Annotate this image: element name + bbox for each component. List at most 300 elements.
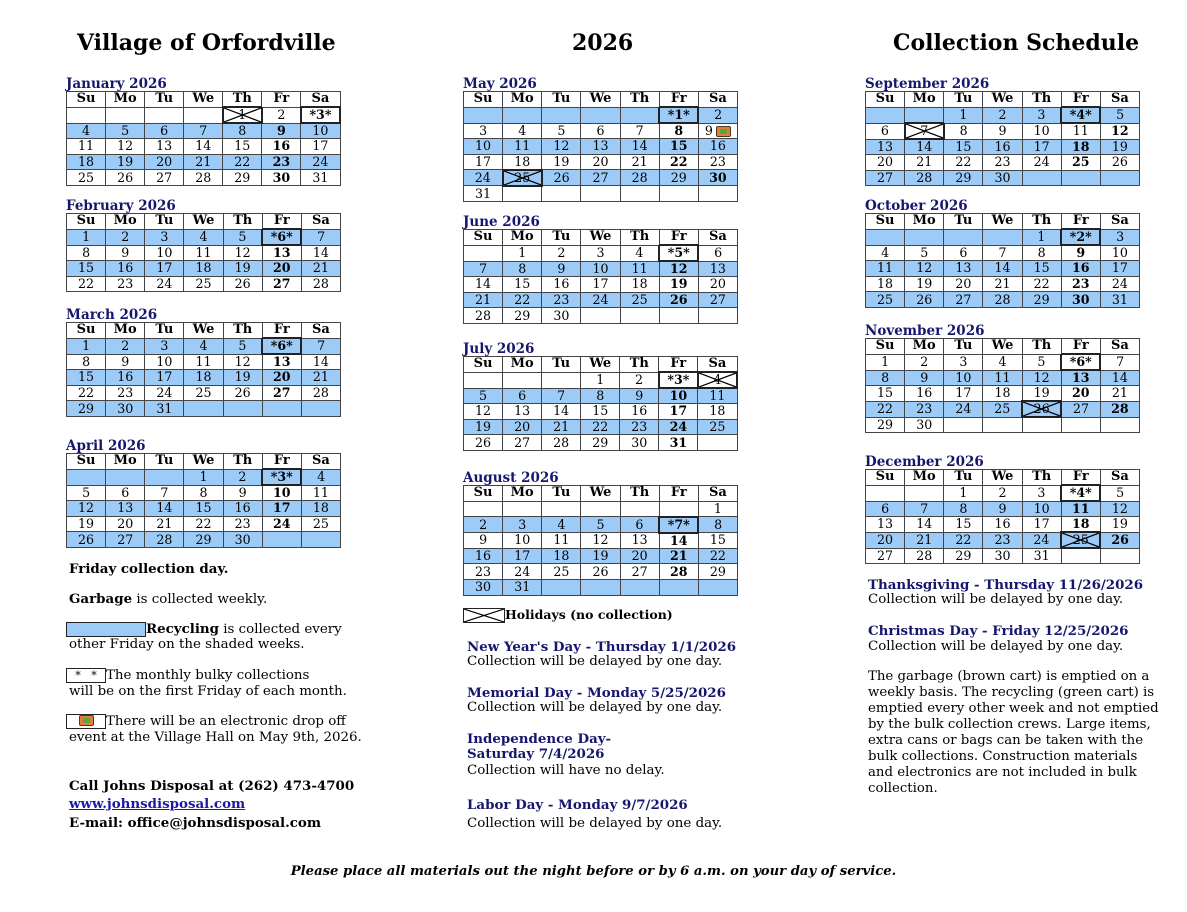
day-number: 10 [514, 532, 531, 548]
day-cell [223, 370, 262, 386]
day-cell [1061, 517, 1100, 533]
weekday-header: Sa [301, 323, 340, 339]
day-cell [659, 123, 698, 139]
holiday-legend [463, 607, 673, 623]
day-number: 27 [592, 169, 609, 185]
day-number: 25 [312, 516, 329, 532]
day-cell [944, 401, 983, 417]
month-title: August 2026 [463, 470, 559, 486]
day-cell [1022, 501, 1061, 517]
day-cell [1100, 245, 1139, 261]
week-row [464, 170, 738, 186]
day-cell [301, 245, 340, 261]
day-cell [1100, 276, 1139, 292]
day-cell [1022, 170, 1061, 186]
bulky-note [66, 668, 309, 684]
day-number: 10 [312, 123, 329, 139]
weekday-header: Mo [106, 323, 145, 339]
day-number: 22 [955, 532, 972, 548]
weekday-header: Tu [145, 214, 184, 230]
day-cell [983, 123, 1022, 139]
day-number: 8 [959, 123, 968, 139]
day-cell [503, 548, 542, 564]
day-cell [1022, 229, 1061, 245]
day-number: 12 [1111, 501, 1128, 516]
day-number: 29 [234, 169, 251, 185]
day-cell [620, 372, 659, 388]
info-line: and electronics are not included in bulk [868, 765, 1137, 780]
day-cell [866, 261, 905, 277]
day-cell [620, 501, 659, 517]
day-cell [944, 245, 983, 261]
weekday-header: Th [620, 486, 659, 502]
day-number: *7* [667, 516, 690, 532]
month-calendar [66, 199, 341, 292]
day-cell [503, 107, 542, 123]
day-cell [223, 276, 262, 292]
day-cell [503, 564, 542, 580]
day-number: 4 [317, 469, 326, 485]
day-number: 31 [475, 185, 492, 201]
day-number: 26 [234, 385, 251, 401]
day-cell [1022, 354, 1061, 370]
day-cell [184, 123, 223, 139]
day-cell [145, 245, 184, 261]
day-number: 15 [234, 138, 251, 154]
day-number: 2 [277, 107, 286, 123]
day-cell [145, 354, 184, 370]
day-number: 16 [1072, 260, 1090, 276]
weekday-header: Mo [106, 92, 145, 108]
day-number: 15 [1033, 260, 1050, 276]
day-cell [184, 107, 223, 123]
day-cell [464, 277, 503, 293]
day-cell [262, 123, 301, 139]
day-cell [905, 485, 944, 501]
day-cell [262, 516, 301, 532]
day-cell [301, 401, 340, 417]
day-number: 16 [475, 548, 492, 564]
day-number: 25 [78, 169, 95, 185]
day-number: 17 [1033, 516, 1050, 532]
weekday-header: Fr [659, 92, 698, 108]
day-number: 27 [117, 531, 134, 547]
month-grid [865, 469, 1140, 564]
day-number: 30 [1072, 291, 1090, 307]
day-cell [944, 292, 983, 308]
day-cell [1061, 386, 1100, 402]
day-number: 3 [160, 338, 169, 354]
day-number: 18 [553, 548, 570, 564]
day-number: 17 [592, 276, 609, 292]
day-cell [944, 170, 983, 186]
day-number: 12 [117, 138, 134, 154]
day-cell [1061, 123, 1100, 139]
call-note: Call Johns Disposal at (262) 473-4700 [69, 778, 355, 794]
day-cell [503, 123, 542, 139]
weekday-header: Su [866, 339, 905, 355]
day-cell [1022, 370, 1061, 386]
day-number: 17 [955, 385, 972, 401]
weekday-header: Th [223, 92, 262, 108]
day-cell [1061, 501, 1100, 517]
day-cell [659, 548, 698, 564]
day-number: 1 [518, 245, 527, 261]
day-cell [983, 292, 1022, 308]
day-cell [464, 308, 503, 324]
week-row [866, 517, 1140, 533]
day-cell [1100, 548, 1139, 564]
day-number: 20 [156, 154, 173, 170]
month-calendar [865, 77, 1140, 186]
day-number: 25 [1072, 154, 1090, 170]
day-cell [1100, 501, 1139, 517]
day-cell [1100, 229, 1139, 245]
day-number: 20 [955, 276, 972, 292]
holiday-day-cell [1022, 401, 1061, 417]
day-number: 20 [514, 419, 531, 435]
day-number: 9 [635, 388, 644, 403]
day-number: 23 [994, 532, 1011, 548]
day-cell [620, 435, 659, 451]
day-number: 29 [955, 170, 972, 186]
day-cell [698, 501, 737, 517]
day-cell [581, 404, 620, 420]
day-number: 19 [1111, 139, 1128, 154]
day-number: 30 [631, 434, 648, 450]
day-cell [659, 308, 698, 324]
week-row [67, 385, 341, 401]
day-cell [1100, 139, 1139, 155]
day-number: 14 [916, 139, 933, 155]
day-number: 10 [592, 261, 609, 276]
weekday-header: Fr [1061, 470, 1100, 486]
day-number: 28 [156, 531, 173, 547]
month-title: November 2026 [865, 323, 985, 339]
day-number: 17 [514, 548, 531, 564]
day-cell [145, 501, 184, 517]
day-cell [106, 154, 145, 170]
day-cell [464, 564, 503, 580]
day-number: 22 [78, 385, 95, 401]
day-cell [620, 245, 659, 261]
day-number: 10 [475, 138, 492, 154]
week-row [464, 501, 738, 517]
day-cell [659, 292, 698, 308]
day-cell [464, 548, 503, 564]
weekday-header: Fr [262, 214, 301, 230]
day-cell [1100, 107, 1139, 123]
day-cell [659, 170, 698, 186]
day-number: 19 [234, 260, 251, 276]
day-number: 13 [156, 138, 173, 154]
day-number: 7 [998, 245, 1007, 260]
day-cell [67, 516, 106, 532]
holiday-day-cell [223, 107, 262, 123]
day-number: 8 [596, 388, 605, 403]
day-cell [1061, 276, 1100, 292]
day-cell [184, 245, 223, 261]
day-number: 16 [117, 369, 134, 385]
weekday-header: We [983, 92, 1022, 108]
day-number: 18 [877, 276, 894, 292]
day-cell [145, 338, 184, 354]
day-cell [905, 107, 944, 123]
day-cell [698, 579, 737, 595]
day-number: 31 [1111, 291, 1128, 307]
day-cell [184, 261, 223, 277]
weekday-header: Fr [262, 323, 301, 339]
month-title: February 2026 [66, 198, 176, 214]
weekday-header: We [184, 323, 223, 339]
weekday-header: Th [1022, 214, 1061, 230]
day-number: 14 [916, 516, 933, 532]
day-cell [581, 261, 620, 277]
weekday-header: Sa [301, 214, 340, 230]
day-cell [698, 107, 737, 123]
weekday-header: Mo [905, 92, 944, 108]
day-number: 9 [121, 354, 130, 369]
day-cell [301, 354, 340, 370]
day-number: 7 [920, 501, 929, 516]
day-number: 10 [1033, 123, 1050, 139]
day-number: 20 [273, 260, 291, 276]
day-cell [464, 388, 503, 404]
day-cell [1022, 292, 1061, 308]
day-cell [698, 308, 737, 324]
day-cell [581, 388, 620, 404]
electronics-note-line2: event at the Village Hall on May 9th, 2026. [69, 730, 362, 745]
day-number: 1 [713, 501, 722, 516]
day-number: 15 [514, 276, 531, 292]
day-number: 11 [312, 485, 329, 500]
weekday-header: Mo [503, 357, 542, 373]
day-number: 31 [312, 169, 329, 185]
day-number: 12 [670, 261, 688, 277]
weekday-header: Fr [659, 486, 698, 502]
day-cell [866, 107, 905, 123]
month-calendar [865, 199, 1140, 308]
info-line: collection. [868, 781, 938, 796]
holiday-x-box [463, 608, 505, 623]
bulky-day-cell [301, 107, 340, 123]
day-cell [905, 245, 944, 261]
day-number: *1* [667, 107, 690, 123]
day-number: 24 [312, 154, 329, 170]
day-cell [698, 186, 737, 202]
day-cell [581, 501, 620, 517]
month-title: July 2026 [463, 341, 535, 357]
day-number: 14 [670, 532, 688, 548]
day-number: 1 [199, 469, 208, 485]
day-cell [145, 123, 184, 139]
day-number: 29 [78, 400, 95, 416]
day-number: 11 [514, 138, 531, 154]
day-number: 28 [312, 276, 329, 292]
day-number: 3 [596, 245, 605, 261]
day-cell [542, 435, 581, 451]
day-cell [620, 123, 659, 139]
day-cell [262, 154, 301, 170]
bulky-day-cell [262, 469, 301, 485]
bulky-box: * * [66, 668, 106, 683]
week-row [464, 123, 738, 139]
month-grid [463, 91, 738, 202]
weekday-header: Fr [659, 357, 698, 373]
website-link[interactable]: www.johnsdisposal.com [69, 796, 246, 812]
day-number: 23 [475, 563, 492, 579]
day-cell [262, 139, 301, 155]
day-number: 2 [121, 229, 130, 245]
day-number: 5 [596, 516, 605, 532]
day-cell [905, 370, 944, 386]
day-number: *4* [1069, 485, 1092, 501]
day-cell [503, 517, 542, 533]
day-number: 12 [475, 403, 492, 419]
week-row [866, 139, 1140, 155]
day-number: 28 [1111, 401, 1129, 417]
weekday-header: We [184, 214, 223, 230]
day-cell [542, 107, 581, 123]
week-row [464, 292, 738, 308]
weekday-header: Su [67, 92, 106, 108]
day-number: 18 [631, 276, 648, 292]
tv-icon [79, 715, 94, 726]
week-row [866, 386, 1140, 402]
recycling-note [66, 621, 342, 638]
day-cell [184, 469, 223, 485]
day-cell [145, 485, 184, 501]
day-number: 18 [514, 154, 531, 169]
day-cell [145, 469, 184, 485]
day-number: 1 [1037, 229, 1046, 245]
day-cell [581, 154, 620, 170]
email-note: E-mail: office@johnsdisposal.com [69, 815, 321, 831]
month-calendar [865, 455, 1140, 564]
newyear-title: New Year's Day - Thursday 1/1/2026 [467, 639, 737, 655]
weekday-header: Tu [944, 470, 983, 486]
footer-note: Please place all materials out the night before or by 6 a.m. on your day of service. [290, 864, 897, 879]
day-cell [542, 404, 581, 420]
day-cell [944, 139, 983, 155]
day-cell [106, 276, 145, 292]
week-row [464, 564, 738, 580]
day-cell [503, 533, 542, 549]
weekday-header: Th [620, 230, 659, 246]
day-cell [542, 517, 581, 533]
day-cell [106, 501, 145, 517]
day-cell [503, 579, 542, 595]
day-cell [464, 579, 503, 595]
week-row [67, 501, 341, 517]
month-grid [66, 322, 341, 417]
info-line: by the bulk collection crews. Large items, [868, 717, 1151, 732]
day-number: 24 [1033, 532, 1050, 548]
day-cell [620, 186, 659, 202]
day-number: 16 [553, 276, 570, 292]
day-cell [620, 292, 659, 308]
month-grid [66, 453, 341, 548]
weekday-header: Tu [145, 323, 184, 339]
day-number: 7 [479, 261, 488, 276]
day-cell [223, 401, 262, 417]
week-row [464, 548, 738, 564]
thanksgiving-title: Thanksgiving - Thursday 11/26/2026 [868, 577, 1144, 593]
day-number: 10 [955, 370, 972, 385]
weekday-header: Su [67, 323, 106, 339]
bulky-text: The monthly bulky collections [106, 668, 310, 683]
day-cell [698, 261, 737, 277]
day-number: 12 [1033, 370, 1050, 385]
weekday-header: Sa [698, 230, 737, 246]
weekday-header: Sa [1100, 92, 1139, 108]
day-number: 26 [670, 292, 688, 308]
day-number: 8 [82, 354, 91, 369]
day-number: 14 [195, 138, 212, 154]
day-number: 1 [959, 485, 968, 501]
weekday-header: Tu [944, 214, 983, 230]
day-number: 13 [877, 139, 894, 154]
day-number: 2 [635, 372, 644, 388]
month-title: May 2026 [463, 76, 537, 92]
day-number: 6 [881, 501, 890, 516]
day-number: 26 [117, 169, 134, 185]
day-number: 18 [195, 369, 212, 385]
day-number: 6 [596, 123, 605, 138]
day-cell [1061, 401, 1100, 417]
weekday-header: Su [866, 92, 905, 108]
weekday-header: Tu [542, 486, 581, 502]
labor-desc: Collection will be delayed by one day. [467, 816, 723, 831]
day-cell [698, 292, 737, 308]
day-number: 18 [1072, 139, 1090, 154]
day-number: 16 [994, 139, 1011, 154]
day-number: 31 [156, 400, 173, 416]
day-cell [106, 485, 145, 501]
day-cell [983, 386, 1022, 402]
weekday-header: Sa [698, 92, 737, 108]
day-cell [866, 417, 905, 433]
day-cell [1100, 354, 1139, 370]
day-number: 14 [156, 500, 173, 516]
day-cell [1061, 417, 1100, 433]
day-number: 29 [195, 531, 212, 547]
day-number: 20 [709, 276, 726, 292]
day-cell [659, 261, 698, 277]
day-number: 24 [669, 419, 688, 435]
day-number: 23 [117, 385, 134, 401]
day-cell [659, 154, 698, 170]
day-cell [698, 154, 737, 170]
day-cell [145, 139, 184, 155]
day-number: 24 [156, 276, 173, 292]
day-cell [659, 419, 698, 435]
week-row [67, 261, 341, 277]
day-cell [620, 154, 659, 170]
day-cell [581, 517, 620, 533]
day-cell [983, 548, 1022, 564]
week-row [464, 261, 738, 277]
day-number: 1 [881, 354, 890, 370]
day-cell [866, 485, 905, 501]
weekday-header: Mo [905, 470, 944, 486]
week-row [67, 123, 341, 139]
day-number: 15 [709, 532, 726, 548]
day-cell [1100, 532, 1139, 548]
day-cell [184, 276, 223, 292]
day-number: 27 [514, 434, 531, 450]
day-cell [262, 532, 301, 548]
